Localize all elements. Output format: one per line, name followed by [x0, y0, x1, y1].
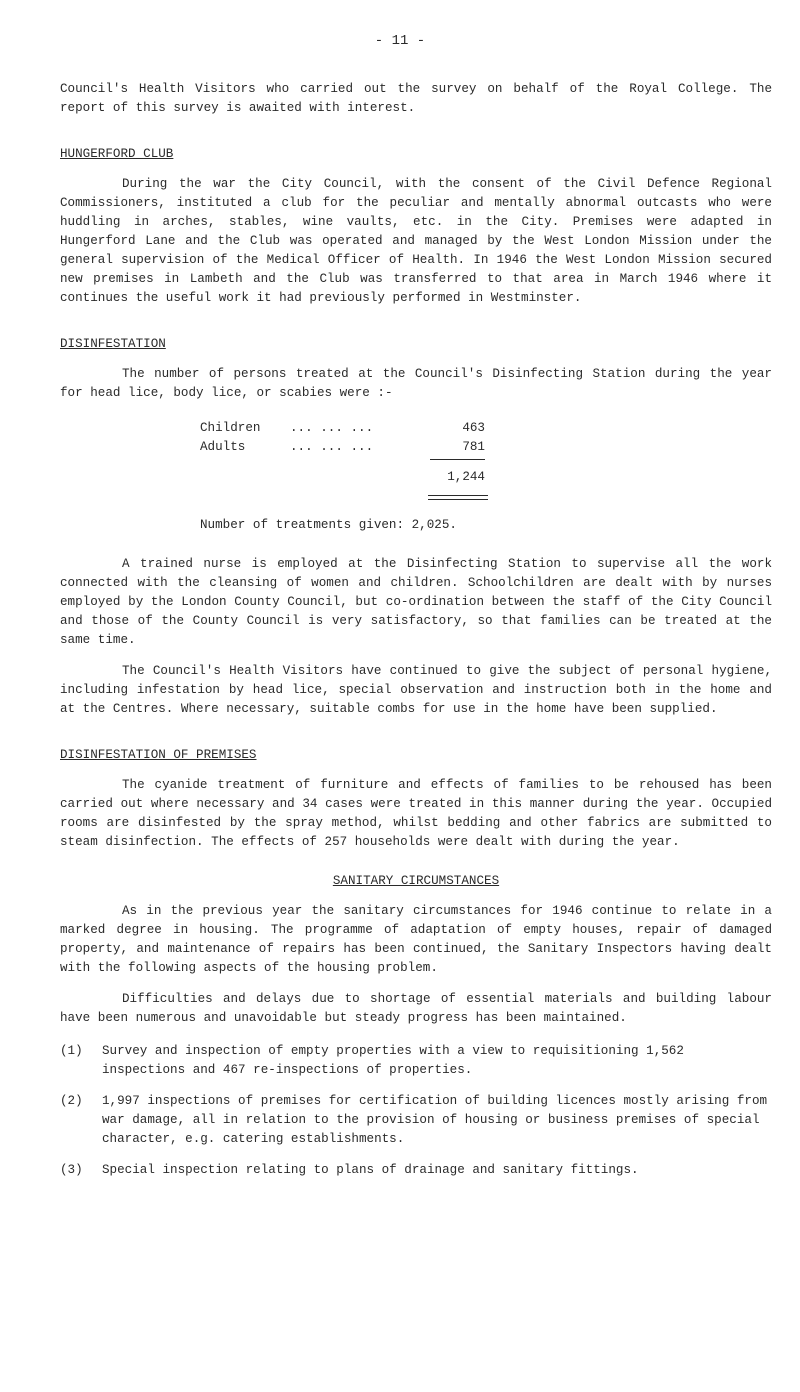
premises-section	[60, 746, 772, 852]
premises-paragraph: The cyanide treatment of furniture and effects of families to be rehoused has been carried out where necessary and 34 cases were treated in this manner during the year. Occupied rooms are disinfested by the spray method, whilst bedding and other fabrics are submitted to steam disinfection. The effects of 257 households were dealt with during the year.	[60, 778, 772, 849]
page-content	[60, 80, 772, 1180]
table-total: 1,244	[430, 459, 485, 487]
disinfestation-paragraph-1: The number of persons treated at the Council's Disinfecting Station during the year for head lice, body lice, or scabies were :-	[60, 367, 772, 400]
row-value: 781	[462, 440, 485, 454]
hungerford-paragraph: During the war the City Council, with the consent of the Civil Defence Regional Commissioners, instituted a club for the peculiar and mentally abnormal outcasts who were huddling in arches, stables, wine vaults, etc. in the City. Premises were adapted in Hungerford Lane and the Club was operated and managed by the West London Mission under the general supervision of the Medical Officer of Health. In 1946 the West London Mission secured new premises in Lambeth and the Club was transferred to that area in March 1946 where it continues the useful work it had previously performed in Westminster.	[60, 177, 772, 305]
list-item	[60, 1092, 772, 1149]
table-row	[200, 438, 500, 457]
list-text: Special inspection relating to plans of drainage and sanitary fittings.	[102, 1163, 639, 1177]
disinfestation-paragraph-3: The Council's Health Visitors have continued to give the subject of personal hygiene, including infestation by head lice, special observation and instruction both in the home and at the Centres. Where necessary, suitable combs for use in the home have been supplied.	[60, 664, 772, 716]
list-number: (3)	[60, 1163, 83, 1177]
table-row	[200, 419, 500, 438]
persons-treated-table	[200, 419, 500, 500]
hungerford-section	[60, 145, 772, 308]
hungerford-heading: HUNGERFORD CLUB	[60, 147, 174, 161]
row-value: 463	[462, 421, 485, 435]
list-text: 1,997 inspections of premises for certification of building licences mostly arising from war damage, all in relation to the provision of housing or business premises of special character, e.g. catering establishments.	[102, 1094, 768, 1146]
list-number: (1)	[60, 1044, 83, 1058]
treatments-given: Number of treatments given: 2,025.	[200, 518, 457, 532]
page-number: - 11 -	[374, 33, 426, 49]
row-leader-dots: ... ... ...	[290, 440, 374, 454]
sanitary-paragraph-1: As in the previous year the sanitary circumstances for 1946 continue to relate in a marked degree in housing. The programme of adaptation of empty houses, repair of damaged property, and maintenance of repairs has been continued, the Sanitary Inspectors having dealt with the following aspects of the housing problem.	[60, 904, 772, 975]
sanitary-section	[60, 872, 772, 1180]
disinfestation-heading: DISINFESTATION	[60, 337, 166, 351]
disinfestation-section	[60, 335, 772, 719]
sanitary-paragraph-2: Difficulties and delays due to shortage of essential materials and building labour have been numerous and unavoidable but steady progress has been maintained.	[60, 992, 772, 1025]
list-item	[60, 1042, 772, 1080]
disinfestation-paragraph-2: A trained nurse is employed at the Disinfecting Station to supervise all the work connected with the cleansing of women and children. Schoolchildren are dealt with by nurses employed by the London County Council, but co-ordination between the staff of the City Council and those of the County Council is very satisfactory, so that families can be treated at the same time.	[60, 557, 772, 647]
row-leader-dots: ... ... ...	[290, 421, 374, 435]
total-double-rule	[428, 495, 488, 500]
sanitary-heading: SANITARY CIRCUMSTANCES	[332, 874, 500, 888]
list-number: (2)	[60, 1094, 83, 1108]
row-label: Children	[200, 421, 261, 435]
list-text: Survey and inspection of empty properties with a view to requisitioning 1,562 inspections and 467 re-inspections of properties.	[102, 1044, 684, 1077]
intro-paragraph: Council's Health Visitors who carried out the survey on behalf of the Royal College. The report of this survey is awaited with interest.	[60, 82, 772, 115]
list-item	[60, 1161, 772, 1180]
inspection-list	[60, 1042, 772, 1180]
premises-heading: DISINFESTATION OF PREMISES	[60, 748, 257, 762]
row-label: Adults	[200, 440, 246, 454]
